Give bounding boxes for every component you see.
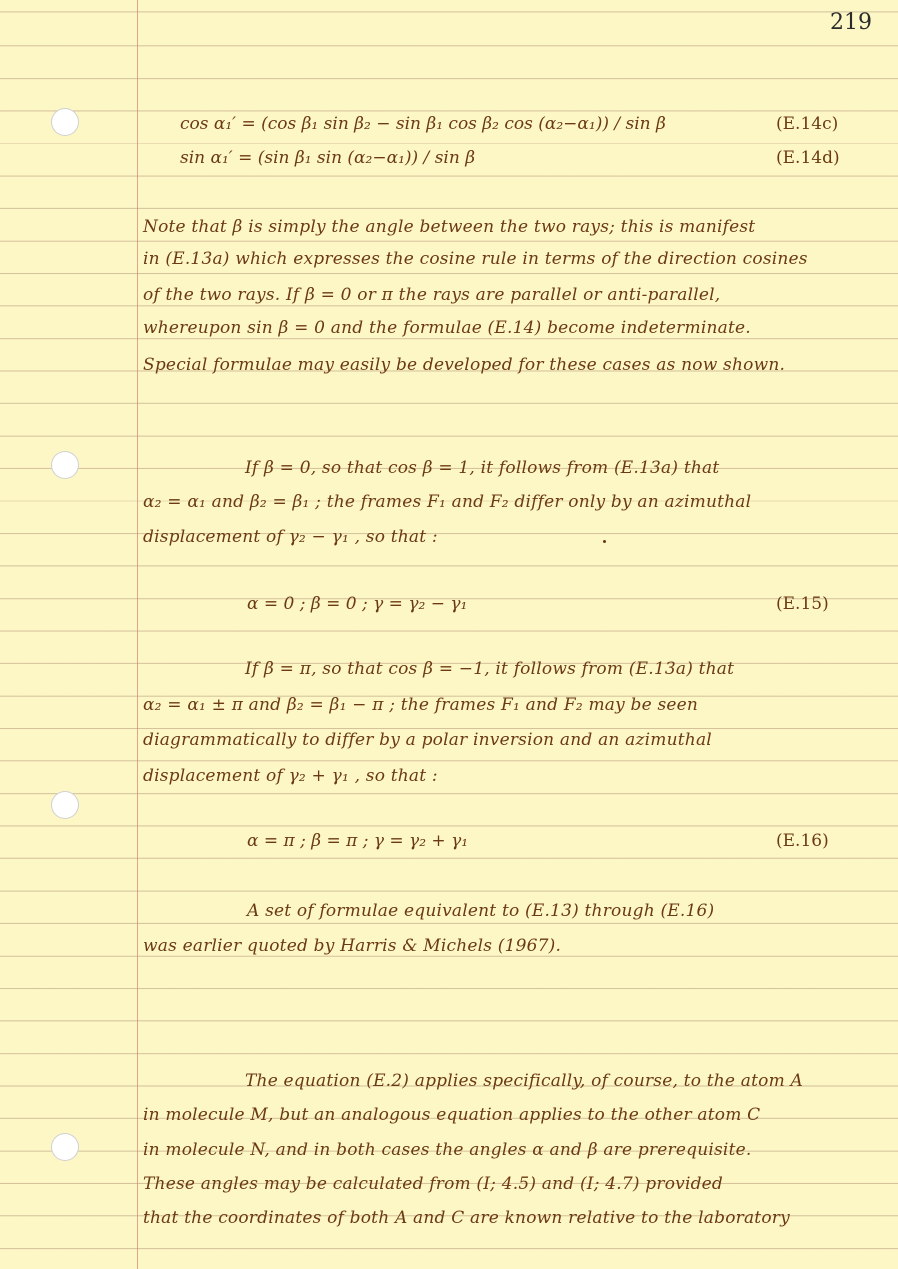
equation-e14d: sin α₁′ = (sin β₁ sin (α₂−α₁)) / sin β <box>180 148 476 168</box>
paragraph-line: displacement of γ₂ − γ₁ , so that : <box>143 527 438 547</box>
equation-label-e15: (E.15) <box>776 594 829 614</box>
paragraph-line: The equation (E.2) applies specifically, of course, to the atom A <box>245 1071 804 1091</box>
paragraph-line: A set of formulae equivalent to (E.13) through (E.16) <box>247 901 715 921</box>
paragraph-line: in (E.13a) which expresses the cosine rule in terms of the direction cosines <box>143 249 808 269</box>
binder-hole-4 <box>51 1133 79 1161</box>
binder-hole-1 <box>51 108 79 136</box>
paragraph-line: These angles may be calculated from (I; 4.5) and (I; 4.7) provided <box>143 1174 724 1194</box>
paragraph-line: Note that β is simply the angle between the two rays; this is manifest <box>143 217 756 237</box>
equation-label-e14c: (E.14c) <box>776 114 839 134</box>
binder-hole-3 <box>51 791 79 819</box>
paragraph-line: diagrammatically to differ by a polar inversion and an azimuthal <box>143 730 712 750</box>
paragraph-line: Special formulae may easily be developed for these cases as now shown. <box>143 355 786 375</box>
paragraph-line: α₂ = α₁ and β₂ = β₁ ; the frames F₁ and F₂ differ only by an azimuthal <box>143 492 752 512</box>
paragraph-line: in molecule N, and in both cases the angles α and β are prerequisite. <box>143 1140 752 1160</box>
equation-label-e14d: (E.14d) <box>776 148 840 168</box>
paragraph-line: If β = 0, so that cos β = 1, it follows from (E.13a) that <box>245 458 720 478</box>
paragraph-line: α₂ = α₁ ± π and β₂ = β₁ − π ; the frames F₁ and F₂ may be seen <box>143 695 699 715</box>
equation-label-e16: (E.16) <box>776 831 829 851</box>
paragraph-line: of the two rays. If β = 0 or π the rays are parallel or anti-parallel, <box>143 285 721 305</box>
equation-e16: α = π ; β = π ; γ = γ₂ + γ₁ <box>247 831 469 851</box>
paragraph-line: displacement of γ₂ + γ₁ , so that : <box>143 766 438 786</box>
binder-hole-2 <box>51 451 79 479</box>
equation-e15: α = 0 ; β = 0 ; γ = γ₂ − γ₁ <box>247 594 468 614</box>
margin-rule <box>137 0 138 1269</box>
paragraph-line: that the coordinates of both A and C are known relative to the laboratory <box>143 1208 790 1228</box>
ink-dot <box>603 540 606 543</box>
equation-e14c: cos α₁′ = (cos β₁ sin β₂ − sin β₁ cos β₂ cos (α₂−α₁)) / sin β <box>180 114 666 134</box>
page-number: 219 <box>830 10 872 35</box>
paragraph-line: whereupon sin β = 0 and the formulae (E.14) become indeterminate. <box>143 318 751 338</box>
paragraph-line: If β = π, so that cos β = −1, it follows from (E.13a) that <box>245 659 735 679</box>
paragraph-line: in molecule M, but an analogous equation applies to the other atom C <box>143 1105 761 1125</box>
paragraph-line: was earlier quoted by Harris & Michels (1967). <box>143 936 562 956</box>
